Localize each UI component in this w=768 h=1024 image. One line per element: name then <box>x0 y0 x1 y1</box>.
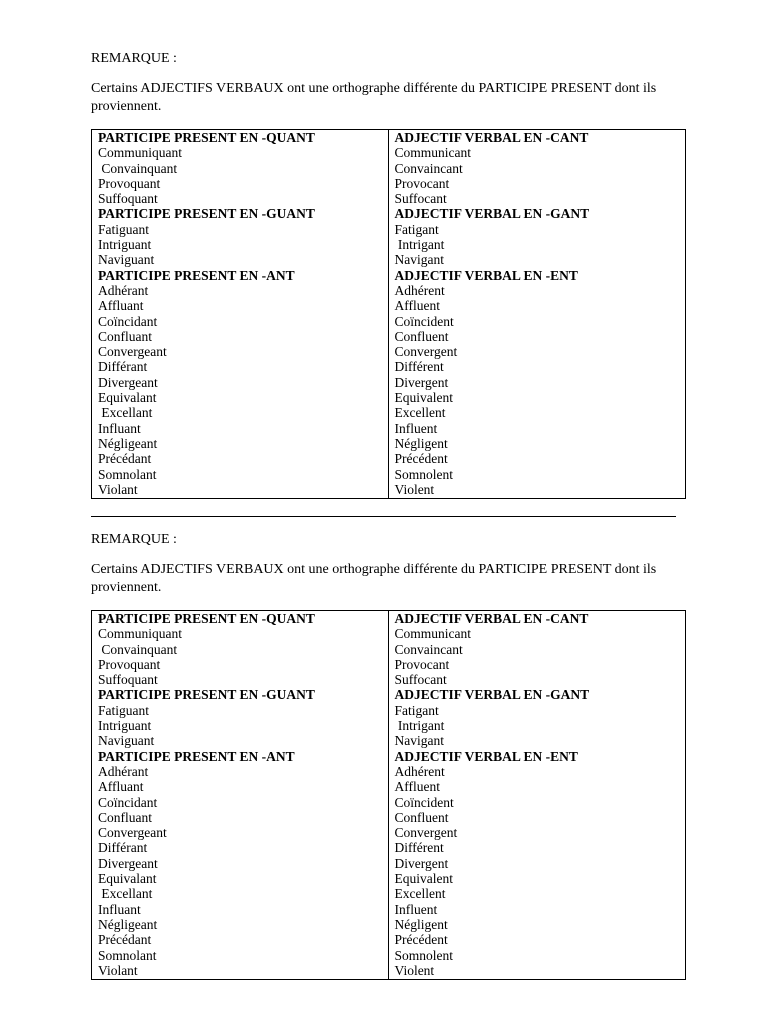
verb-cell: Somnolant <box>98 947 157 963</box>
verb-cell: Divergeant <box>98 855 158 871</box>
verb-cell: Différent <box>394 359 444 375</box>
verb-cell: Adhérent <box>394 282 445 298</box>
verb-cell: Equivalent <box>394 390 453 406</box>
verb-cell: Négligent <box>394 916 448 932</box>
verb-cell: Confluant <box>98 328 152 344</box>
verb-cell: Navigant <box>394 733 444 749</box>
verb-cell: Violant <box>98 962 138 978</box>
verb-cell: Suffocant <box>394 672 447 688</box>
verb-cell: Intriguant <box>98 718 152 734</box>
verb-cell: Naviguant <box>98 733 155 749</box>
column-group-header: PARTICIPE PRESENT EN -ANT <box>98 748 295 764</box>
verb-cell: Equivalant <box>98 871 157 887</box>
participe-present-column <box>92 130 389 498</box>
verb-cell: Confluent <box>394 328 449 344</box>
remark-block-1 <box>91 50 687 497</box>
verb-cell: Affluant <box>98 779 144 795</box>
verb-cell: Communicant <box>394 145 471 161</box>
section-divider <box>91 516 676 517</box>
verb-cell: Affluent <box>394 298 440 314</box>
column-group-header: PARTICIPE PRESENT EN -QUANT <box>98 130 315 145</box>
verb-cell: Précédent <box>394 932 448 948</box>
verb-cell: Navigant <box>394 252 444 268</box>
verb-cell: Intriguant <box>98 237 152 253</box>
verb-cell: Provocant <box>394 175 450 191</box>
verb-cell: Excellant <box>98 886 153 902</box>
verb-cell: Précédant <box>98 451 152 467</box>
verb-cell: Violent <box>394 481 435 497</box>
verb-cell: Affluant <box>98 298 144 314</box>
column-group-header: ADJECTIF VERBAL EN -ENT <box>394 267 578 283</box>
verb-cell: Coïncident <box>394 794 454 810</box>
intro-paragraph: Certains ADJECTIFS VERBAUX ont une orthographe différente du PARTICIPE PRESENT dont ils proviennent. <box>91 81 657 114</box>
verb-cell: Convergent <box>394 344 458 360</box>
remark-heading: REMARQUE : <box>91 532 177 547</box>
verb-cell: Suffocant <box>394 191 447 207</box>
verb-cell: Négligent <box>394 435 448 451</box>
verb-cell: Adhérant <box>98 282 149 298</box>
remark-block-2 <box>91 531 687 978</box>
verb-cell: Intrigant <box>394 237 445 253</box>
verb-cell: Suffoquant <box>98 191 158 207</box>
column-group-header: ADJECTIF VERBAL EN -GANT <box>394 206 590 222</box>
verb-cell: Fatiguant <box>98 702 149 718</box>
verb-cell: Convainquant <box>98 641 178 657</box>
verb-cell: Convaincant <box>394 160 463 176</box>
verb-comparison-table <box>91 129 686 499</box>
verb-cell: Excellent <box>394 405 446 421</box>
verb-cell: Communicant <box>394 626 471 642</box>
verb-cell: Précédent <box>394 451 448 467</box>
verb-cell: Somnolent <box>394 947 454 963</box>
verb-cell: Equivalent <box>394 871 453 887</box>
verb-cell: Communiquant <box>98 145 182 161</box>
verb-cell: Confluant <box>98 809 152 825</box>
verb-cell: Coïncidant <box>98 313 158 329</box>
adjectif-verbal-column <box>389 130 686 498</box>
verb-cell: Confluent <box>394 809 449 825</box>
verb-cell: Somnolant <box>98 466 157 482</box>
verb-cell: Adhérant <box>98 763 149 779</box>
column-group-header: ADJECTIF VERBAL EN -GANT <box>394 687 590 703</box>
verb-cell: Provoquant <box>98 175 161 191</box>
column-group-header: PARTICIPE PRESENT EN -ANT <box>98 267 295 283</box>
verb-cell: Convergeant <box>98 825 167 841</box>
column-group-header: PARTICIPE PRESENT EN -GUANT <box>98 687 315 703</box>
verb-cell: Convergent <box>394 825 458 841</box>
verb-cell: Convainquant <box>98 160 178 176</box>
remark-heading: REMARQUE : <box>91 51 177 66</box>
column-group-header: ADJECTIF VERBAL EN -CANT <box>394 130 589 145</box>
verb-cell: Communiquant <box>98 626 182 642</box>
verb-cell: Influent <box>394 420 438 436</box>
intro-paragraph: Certains ADJECTIFS VERBAUX ont une orthographe différente du PARTICIPE PRESENT dont ils proviennent. <box>91 562 657 595</box>
verb-cell: Excellent <box>394 886 446 902</box>
verb-cell: Provocant <box>394 656 450 672</box>
verb-cell: Adhérent <box>394 763 445 779</box>
column-group-header: PARTICIPE PRESENT EN -QUANT <box>98 611 315 626</box>
verb-cell: Différant <box>98 840 148 856</box>
verb-cell: Fatigant <box>394 702 439 718</box>
verb-cell: Différent <box>394 840 444 856</box>
verb-cell: Naviguant <box>98 252 155 268</box>
column-group-header: PARTICIPE PRESENT EN -GUANT <box>98 206 315 222</box>
verb-cell: Suffoquant <box>98 672 158 688</box>
verb-cell: Précédant <box>98 932 152 948</box>
verb-cell: Divergeant <box>98 374 158 390</box>
verb-cell: Négligeant <box>98 435 158 451</box>
verb-cell: Equivalant <box>98 390 157 406</box>
verb-comparison-table <box>91 610 686 980</box>
verb-cell: Coïncident <box>394 313 454 329</box>
verb-cell: Violant <box>98 481 138 497</box>
verb-cell: Différant <box>98 359 148 375</box>
verb-cell: Fatiguant <box>98 221 149 237</box>
verb-cell: Somnolent <box>394 466 454 482</box>
verb-cell: Convaincant <box>394 641 463 657</box>
column-group-header: ADJECTIF VERBAL EN -ENT <box>394 748 578 764</box>
verb-cell: Influant <box>98 901 141 917</box>
verb-cell: Divergent <box>394 855 449 871</box>
verb-cell: Affluent <box>394 779 440 795</box>
adjectif-verbal-column <box>389 611 686 979</box>
verb-cell: Intrigant <box>394 718 445 734</box>
verb-cell: Divergent <box>394 374 449 390</box>
verb-cell: Provoquant <box>98 656 161 672</box>
participe-present-column <box>92 611 389 979</box>
verb-cell: Coïncidant <box>98 794 158 810</box>
verb-cell: Influant <box>98 420 141 436</box>
verb-cell: Excellant <box>98 405 153 421</box>
verb-cell: Convergeant <box>98 344 167 360</box>
verb-cell: Fatigant <box>394 221 439 237</box>
verb-cell: Négligeant <box>98 916 158 932</box>
verb-cell: Influent <box>394 901 438 917</box>
verb-cell: Violent <box>394 962 435 978</box>
column-group-header: ADJECTIF VERBAL EN -CANT <box>394 611 589 626</box>
